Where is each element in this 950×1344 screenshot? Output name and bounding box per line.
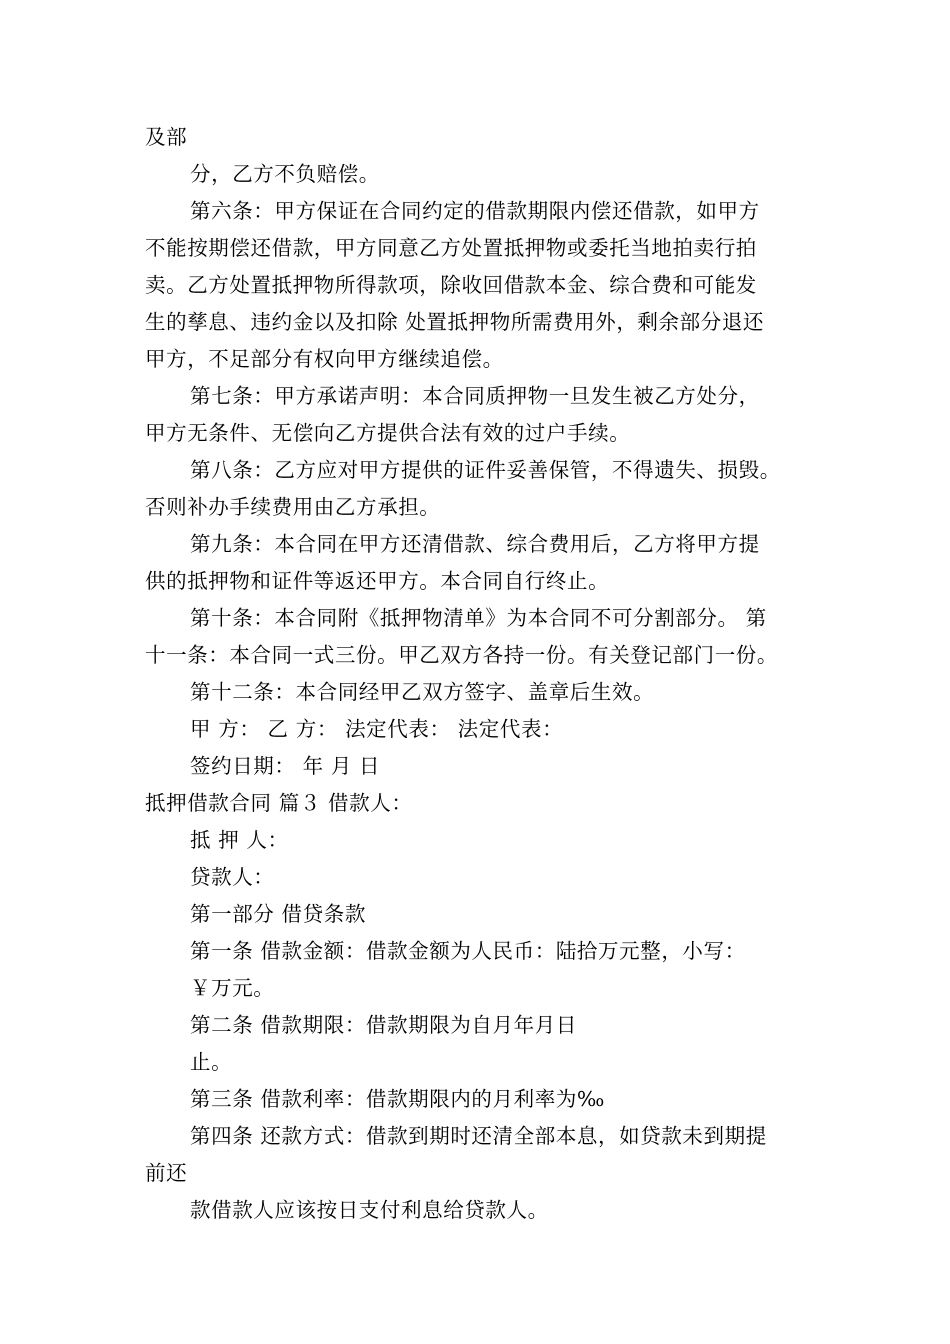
text-line: 否则补办手续费用由乙方承担。 — [145, 495, 441, 519]
text-line: 前还 — [145, 1161, 188, 1185]
text-line: 生的孳息、违约金以及扣除 处置抵押物所需费用外，剩余部分退还 — [145, 310, 765, 334]
text-line: ￥万元。 — [190, 976, 275, 1000]
text-line: 卖。乙方处置抵押物所得款项，除收回借款本金、综合费和可能发 — [145, 273, 757, 297]
text-line: 甲方无条件、无偿向乙方提供合法有效的过户手续。 — [145, 421, 631, 445]
text-line: 第十条：本合同附《抵押物清单》为本合同不可分割部分。 第 — [190, 606, 767, 630]
text-line: 第九条：本合同在甲方还清借款、综合费用后，乙方将甲方提 — [190, 532, 760, 556]
text-line: 第六条：甲方保证在合同约定的借款期限内偿还借款，如甲方 — [190, 199, 760, 223]
signature-line: 甲 方： 乙 方： 法定代表： 法定代表： — [190, 717, 564, 741]
text-line: 十一条：本合同一式三份。甲乙双方各持一份。有关登记部门一份。 — [145, 643, 778, 667]
text-line: 止。 — [190, 1050, 233, 1074]
text-line: 抵 押 人： — [190, 828, 289, 852]
text-line: 第一条 借款金额：借款金额为人民币：陆拾万元整，小写： — [190, 939, 746, 963]
text-line: 供的抵押物和证件等返还甲方。本合同自行终止。 — [145, 569, 610, 593]
text-line: 第四条 还款方式：借款到期时还清全部本息，如贷款未到期提 — [190, 1124, 767, 1148]
text-line: 第三条 借款利率：借款期限内的月利率为‰ — [190, 1087, 606, 1111]
section-heading: 抵押借款合同 篇３ 借款人： — [145, 791, 413, 815]
text-line: 第十二条：本合同经甲乙双方签字、盖章后生效。 — [190, 680, 655, 704]
text-line: 第七条：甲方承诺声明：本合同质押物一旦发生被乙方处分， — [190, 384, 760, 408]
text-line: 及部 — [145, 125, 188, 149]
text-line: 第一部分 借贷条款 — [190, 902, 366, 926]
text-line: 第八条：乙方应对甲方提供的证件妥善保管，不得遗失、损毁。 — [190, 458, 781, 482]
text-line: 款借款人应该按日支付利息给贷款人。 — [190, 1198, 549, 1222]
text-line: 贷款人： — [190, 865, 275, 889]
text-line: 分，乙方不负赔偿。 — [190, 162, 380, 186]
text-line: 第二条 借款期限：借款期限为自月年月日 — [190, 1013, 577, 1037]
text-line: 不能按期偿还借款，甲方同意乙方处置抵押物或委托当地拍卖行拍 — [145, 236, 757, 260]
text-line: 甲方，不足部分有权向甲方继续追偿。 — [145, 347, 504, 371]
signing-date-line: 签约日期： 年 月 日 — [190, 754, 381, 778]
